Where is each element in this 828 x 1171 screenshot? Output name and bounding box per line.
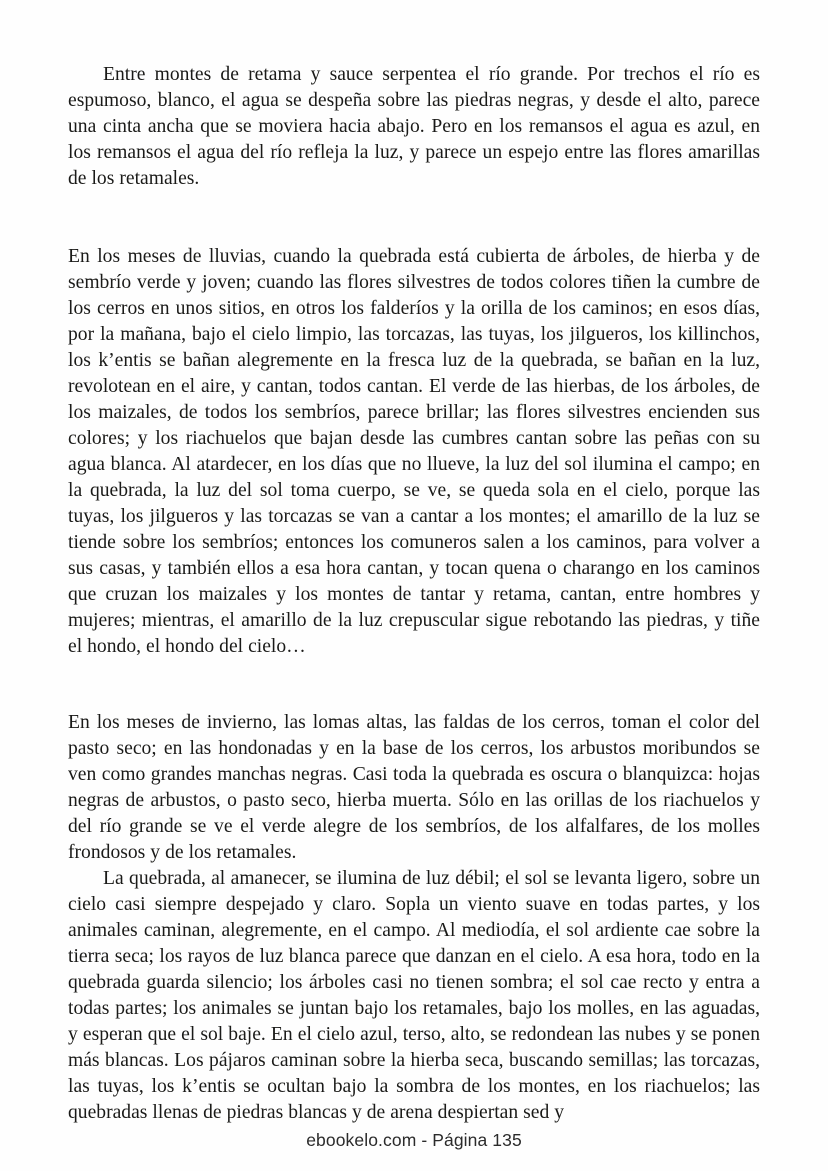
- footer-label: ebookelo.com - Página 135: [306, 1130, 522, 1150]
- body-paragraph-4: La quebrada, al amanecer, se ilumina de luz débil; el sol se levanta ligero, sobre un cielo casi siempre despejado y claro. Sopla un viento suave en todas partes, y los animales caminan, alegremente, en el campo. Al mediodía, el sol ardiente cae sobre la tierra seca; los rayos de luz blanca parece que danzan en el cielo. A esa hora, todo en la quebrada guarda silencio; los árboles casi no tienen sombra; el sol cae recto y entra a todas partes; los animales se juntan bajo los retamales, bajo los molles, en las aguadas, y esperan que el sol baje. En el cielo azul, terso, alto, se redondean las nubes y se ponen más blancas. Los pájaros caminan sobre la hierba seca, buscando semillas; las torcazas, las tuyas, los k’entis se ocultan bajo la sombra de los montes, en los riachuelos; las quebradas llenas de piedras blancas y de arena despiertan sed y: [68, 868, 760, 1123]
- body-paragraph-2: En los meses de lluvias, cuando la quebrada está cubierta de árboles, de hierba y de sembrío verde y joven; cuando las flores silvestres de todos colores tiñen la cumbre de los cerros en unos sitios, en otros los falderíos y la orilla de los caminos; en esos días, por la mañana, bajo el cielo limpio, las torcazas, las tuyas, los jilgueros, los killinchos, los k’entis se bañan alegremente en la fresca luz de la quebrada, se bañan en la luz, revolotean en el aire, y cantan, todos cantan. El verde de las hierbas, de los árboles, de los maizales, de todos los sembríos, parece brillar; las flores silvestres encienden sus colores; y los riachuelos que bajan desde las cumbres cantan sobre las peñas con su agua blanca. Al atardecer, en los días que no llueve, la luz del sol ilumina el campo; en la quebrada, la luz del sol toma cuerpo, se ve, se queda sola en el cielo, porque las tuyas, los jilgueros y las torcazas se van a cantar a los montes; el amarillo de la luz se tiende sobre los sembríos; entonces los comuneros salen a los caminos, para volver a sus casas, y también ellos a esa hora cantan, y tocan quena o charango en los caminos que cruzan los maizales y los montes de tantar y retama, cantan, entre hombres y mujeres; mientras, el amarillo de la luz crepuscular sigue rebotando las piedras, y tiñe el hondo, el hondo del cielo…: [68, 246, 760, 657]
- page-text-column: [68, 62, 760, 1126]
- page-footer: [0, 1128, 828, 1152]
- paragraph-spacer-1: [68, 192, 760, 244]
- body-paragraph-1: Entre montes de retama y sauce serpentea el río grande. Por trechos el río es espumoso, blanco, el agua se despeña sobre las piedras negras, y desde el alto, parece una cinta ancha que se moviera hacia abajo. Pero en los remansos el agua es azul, en los remansos el agua del río refleja la luz, y parece un espejo entre las flores amarillas de los retamales.: [68, 64, 760, 189]
- body-paragraph-3: En los meses de invierno, las lomas altas, las faldas de los cerros, toman el color del pasto seco; en las hondonadas y en la base de los cerros, los arbustos moribundos se ven como grandes manchas negras. Casi toda la quebrada es oscura o blanquizca: hojas negras de arbustos, o pasto seco, hierba muerta. Sólo en las orillas de los riachuelos y del río grande se ve el verde alegre de los sembríos, de los alfalfares, de los molles frondosos y de los retamales.: [68, 712, 760, 863]
- paragraph-spacer-2: [68, 660, 760, 710]
